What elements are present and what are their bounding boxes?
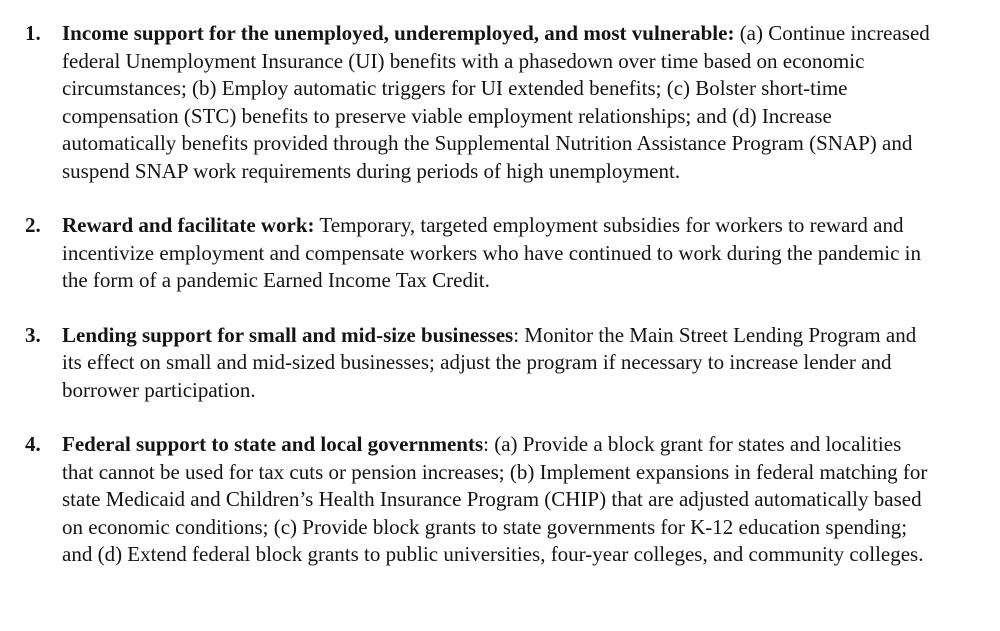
- list-item-text: [62, 212, 932, 295]
- list-item-number: 3.: [25, 322, 41, 347]
- list-item-lead: Federal support to state and local governments: [62, 432, 484, 456]
- list-item-lead: Income support for the unemployed, underemployed, and most vulnerable:: [62, 21, 735, 45]
- list-item-text: [62, 431, 932, 569]
- list-item-lead: Reward and facilitate work:: [62, 213, 315, 237]
- list-item-body: : (a) Provide a block grant for states and localities that cannot be used for tax cuts or pension increases; (b) Implement expansions in federal matching for state Medicaid and Children’s Health Insurance Program (CHIP) that are adjusted automatically based on economic conditions; (c) Provide block grants to state governments for K-12 education spending; and (d) Extend federal block grants to public universities, four-year colleges, and community colleges.: [62, 432, 928, 566]
- list-item-text: [62, 20, 932, 185]
- list-item-body: (a) Continue increased federal Unemployment Insurance (UI) benefits with a phasedown over time based on economic circumstances; (b) Employ automatic triggers for UI extended benefits; (c) Bolster short-time compensation (STC) benefits to preserve viable employment relationships; and (d) Increase automatically benefits provided through the Supplemental Nutrition Assistance Program (SNAP) and suspend SNAP work requirements during periods of high unemployment.: [62, 21, 930, 183]
- list-item-federal-support: [0, 431, 1000, 569]
- list-item-reward-work: [0, 212, 1000, 295]
- list-item-number: 2.: [25, 213, 41, 237]
- list-item-lending-support: [0, 322, 1000, 405]
- list-item-number: 1.: [25, 21, 41, 45]
- numbered-list: [0, 20, 1000, 569]
- list-item-text: [62, 322, 932, 405]
- list-item-income-support: [0, 20, 1000, 185]
- list-item-body: : Monitor the Main Street Lending Program and its effect on small and mid-sized businesses; adjust the program if necessary to increase lender and borrower participation.: [62, 322, 917, 402]
- list-item-body: Temporary, targeted employment subsidies for workers to reward and incentivize employment and compensate workers who have continued to work during the pandemic in the form of a pandemic Earned Income Tax Credit.: [62, 213, 922, 292]
- list-item-number: 4.: [25, 432, 41, 456]
- list-item-lead: Lending support for small and mid-size businesses: [62, 322, 514, 347]
